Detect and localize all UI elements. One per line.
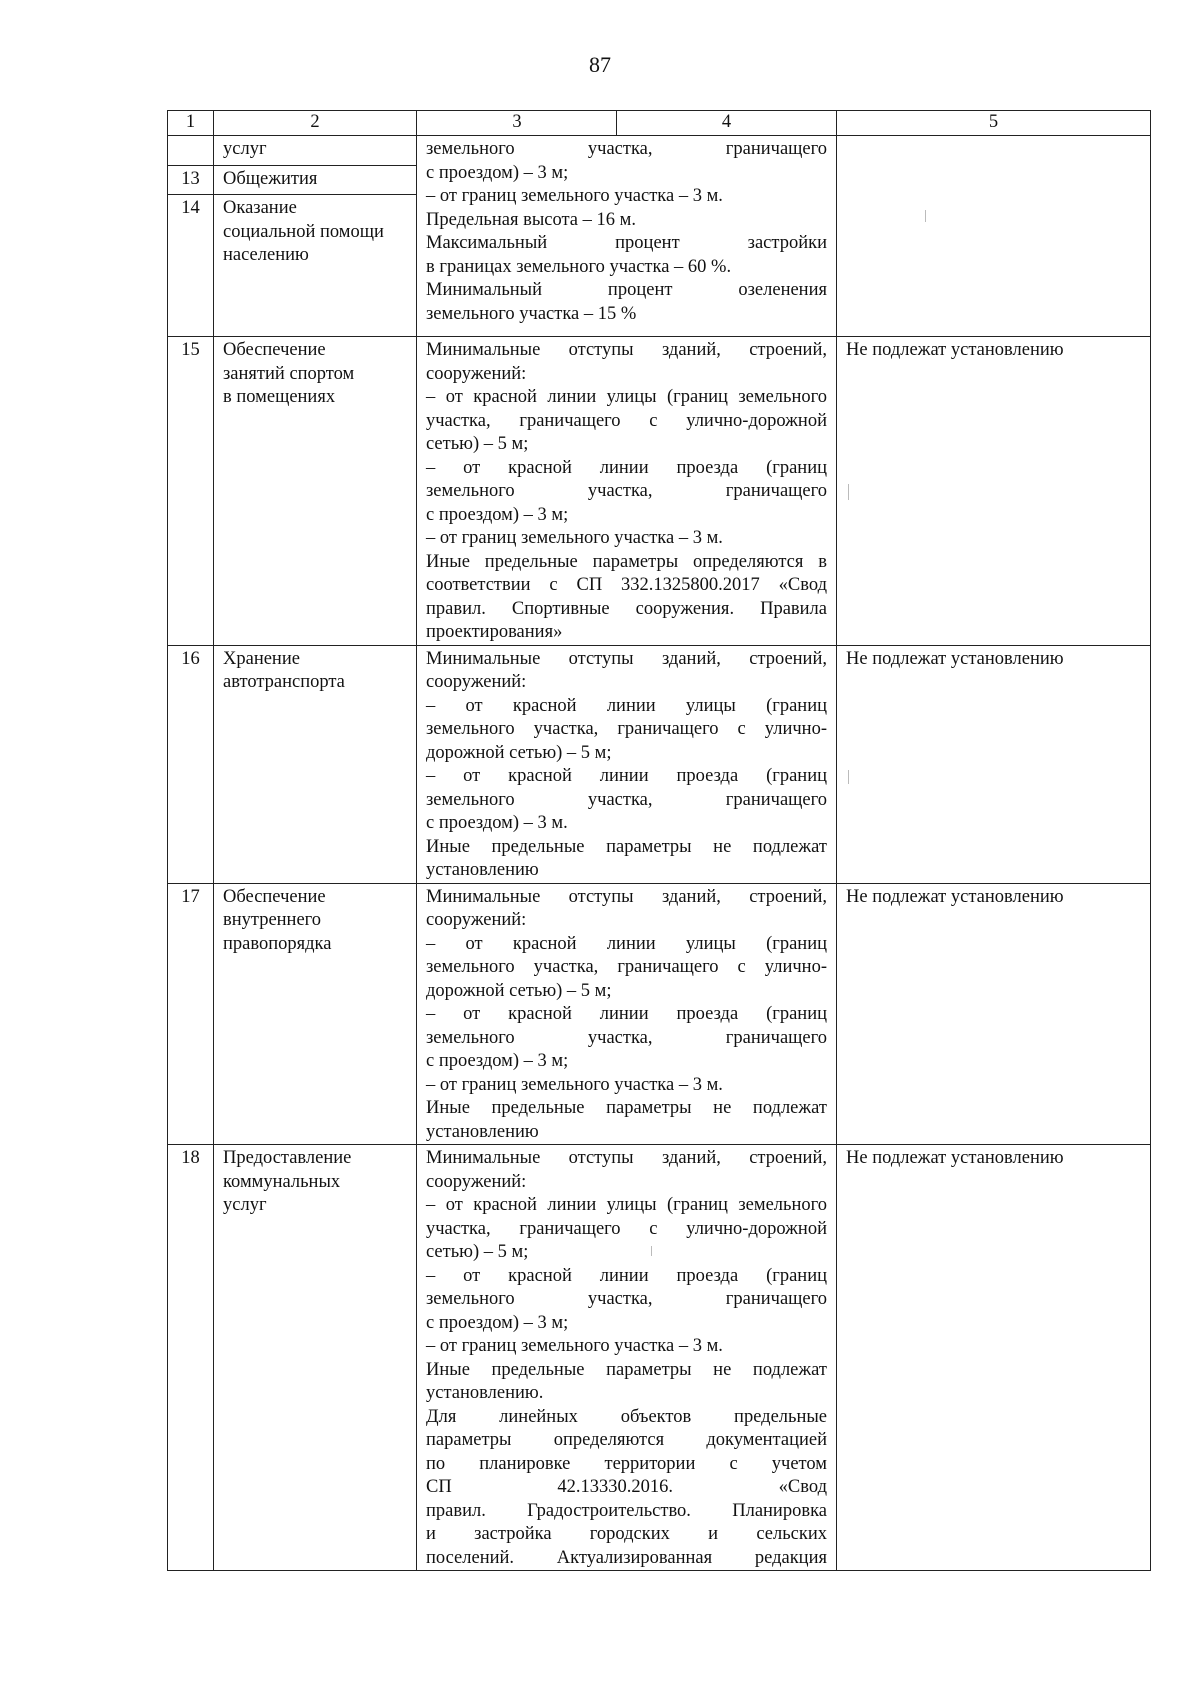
- row-name: [214, 195, 417, 337]
- row-name: [214, 883, 417, 1145]
- param-line: – от красной линии проезда (границ: [426, 1265, 827, 1286]
- param-line: с проездом) – 3 м;: [426, 1312, 569, 1333]
- param-line: параметры определяются документацией: [426, 1430, 827, 1450]
- row-name: [214, 166, 417, 195]
- param-line: Иные предельные параметры не подлежат: [426, 1359, 827, 1380]
- param-line: Минимальные отступы зданий, строений,: [426, 648, 827, 669]
- param-line: – от красной линии проезда (границ: [426, 457, 827, 478]
- table-header-row: [168, 111, 1151, 136]
- param-line: с проездом) – 3 м;: [426, 1051, 569, 1071]
- param-line: с проездом) – 3 м.: [426, 813, 568, 833]
- name-line: занятий спортом: [223, 363, 355, 384]
- table-row: [168, 645, 1151, 883]
- param-line: сооружений:: [426, 1171, 527, 1192]
- row-params: [417, 645, 837, 883]
- row-params: [417, 883, 837, 1145]
- name-line: социальной помощи: [223, 221, 384, 242]
- header-col-2: 2: [214, 111, 417, 136]
- param-line: в границах земельного участка – 60 %.: [426, 256, 732, 277]
- name-line: внутреннего: [223, 910, 322, 930]
- param-line: сетью) – 5 м;: [426, 434, 529, 454]
- name-line: коммунальных: [223, 1171, 341, 1192]
- param-line: Минимальные отступы зданий, строений,: [426, 886, 827, 907]
- row-number: 13: [168, 166, 214, 195]
- param-line: Иные предельные параметры не подлежат: [426, 836, 827, 857]
- param-line: СП 42.13330.2016. «Свод: [426, 1477, 827, 1497]
- param-line: Минимальный процент озеленения: [426, 280, 827, 300]
- param-line: – от красной линии улицы (границ: [426, 933, 827, 954]
- param-line: с проездом) – 3 м;: [426, 162, 569, 183]
- header-col-3: 3: [512, 112, 522, 132]
- param-line: проектирования»: [426, 622, 563, 642]
- row-other: Не подлежат установлению: [837, 1145, 1151, 1571]
- param-line: с проездом) – 3 м;: [426, 504, 569, 525]
- row-params: [417, 136, 837, 337]
- param-line: соответствии с СП 332.1325800.2017 «Свод: [426, 575, 827, 595]
- param-line: дорожной сетью) – 5 м;: [426, 980, 612, 1001]
- name-line: Предоставление: [223, 1148, 352, 1168]
- row-name: [214, 136, 417, 166]
- param-line: Максимальный процент застройки: [426, 233, 827, 253]
- param-line: земельного участка, граничащего с улично-: [426, 957, 827, 977]
- row-other: Не подлежат установлению: [837, 883, 1151, 1145]
- header-col-3-4: [417, 111, 837, 136]
- scan-mark: [925, 210, 926, 222]
- table-row: [168, 136, 1151, 166]
- param-line: установлению.: [426, 1383, 544, 1403]
- param-line: установлению: [426, 1121, 539, 1142]
- regulations-table: [167, 110, 1151, 1571]
- scan-mark: [651, 1246, 652, 1256]
- row-number: [168, 136, 214, 166]
- row-number: 16: [168, 645, 214, 883]
- param-line: участка, граничащего с улично-дорожной: [426, 1218, 827, 1239]
- param-line: Предельная высота – 16 м.: [426, 209, 636, 230]
- name-line: населению: [223, 245, 309, 265]
- param-line: – от границ земельного участка – 3 м.: [426, 186, 723, 206]
- row-name: [214, 645, 417, 883]
- row-name: [214, 337, 417, 646]
- param-line: сооружений:: [426, 672, 527, 692]
- row-other: Не подлежат установлению: [837, 337, 1151, 646]
- table-row: [168, 883, 1151, 1145]
- param-line: правил. Градостроительство. Планировка: [426, 1500, 827, 1521]
- param-line: земельного участка – 15 %: [426, 303, 637, 324]
- param-line: дорожной сетью) – 5 м;: [426, 742, 612, 763]
- param-line: Иные предельные параметры определяются в: [426, 551, 827, 572]
- name-line: услуг: [223, 1195, 267, 1215]
- param-line: – от красной линии улицы (границ: [426, 695, 827, 716]
- param-line: – от красной линии улицы (границ земельного: [426, 387, 827, 407]
- param-line: – от границ земельного участка – 3 м.: [426, 528, 723, 548]
- param-line: земельного участка, граничащего: [426, 481, 827, 501]
- param-line: – от границ земельного участка – 3 м.: [426, 1336, 723, 1356]
- name-line: Общежития: [223, 169, 318, 189]
- param-line: земельного участка, граничащего: [426, 139, 827, 159]
- param-line: Минимальные отступы зданий, строений,: [426, 1148, 827, 1168]
- name-line: Оказание: [223, 198, 297, 218]
- row-params: [417, 337, 837, 646]
- param-line: земельного участка, граничащего: [426, 1027, 827, 1048]
- name-line: правопорядка: [223, 933, 332, 954]
- param-line: – от красной линии проезда (границ: [426, 1004, 827, 1024]
- header-col-1: 1: [168, 111, 214, 136]
- header-col-5: 5: [837, 111, 1151, 136]
- param-line: – от границ земельного участка – 3 м.: [426, 1074, 723, 1095]
- param-line: Для линейных объектов предельные: [426, 1406, 827, 1427]
- row-number: 14: [168, 195, 214, 337]
- param-line: Иные предельные параметры не подлежат: [426, 1098, 827, 1118]
- name-line: в помещениях: [223, 387, 336, 407]
- row-other: Не подлежат установлению: [837, 645, 1151, 883]
- row-number: 15: [168, 337, 214, 646]
- row-number: 18: [168, 1145, 214, 1571]
- param-line: участка, граничащего с улично-дорожной: [426, 410, 827, 431]
- param-line: сооружений:: [426, 910, 527, 930]
- param-line: и застройка городских и сельских: [426, 1524, 827, 1544]
- scan-mark: [848, 770, 849, 784]
- param-line: установлению: [426, 860, 539, 880]
- param-line: по планировке территории с учетом: [426, 1453, 827, 1474]
- param-line: сооружений:: [426, 363, 527, 384]
- row-number: 17: [168, 883, 214, 1145]
- param-line: поселений. Актуализированная редакция: [426, 1547, 827, 1568]
- param-line: Минимальные отступы зданий, строений,: [426, 340, 827, 360]
- row-params: [417, 1145, 837, 1571]
- param-line: сетью) – 5 м;: [426, 1242, 529, 1262]
- table-row: [168, 1145, 1151, 1571]
- row-other: [837, 136, 1151, 337]
- name-line: Хранение: [223, 648, 300, 669]
- row-name: [214, 1145, 417, 1571]
- name-line: Обеспечение: [223, 886, 326, 907]
- name-line: услуг: [223, 139, 267, 159]
- param-line: – от красной линии проезда (границ: [426, 766, 827, 786]
- name-line: Обеспечение: [223, 340, 326, 360]
- table-row: [168, 337, 1151, 646]
- scan-mark: [848, 484, 849, 500]
- param-line: – от красной линии улицы (границ земельного: [426, 1195, 827, 1215]
- param-line: земельного участка, граничащего: [426, 1289, 827, 1309]
- page-number: 87: [589, 52, 611, 77]
- name-line: автотранспорта: [223, 672, 345, 692]
- param-line: земельного участка, граничащего с улично-: [426, 719, 827, 739]
- param-line: правил. Спортивные сооружения. Правила: [426, 598, 827, 619]
- header-col-4: 4: [721, 112, 732, 132]
- param-line: земельного участка, граничащего: [426, 789, 827, 810]
